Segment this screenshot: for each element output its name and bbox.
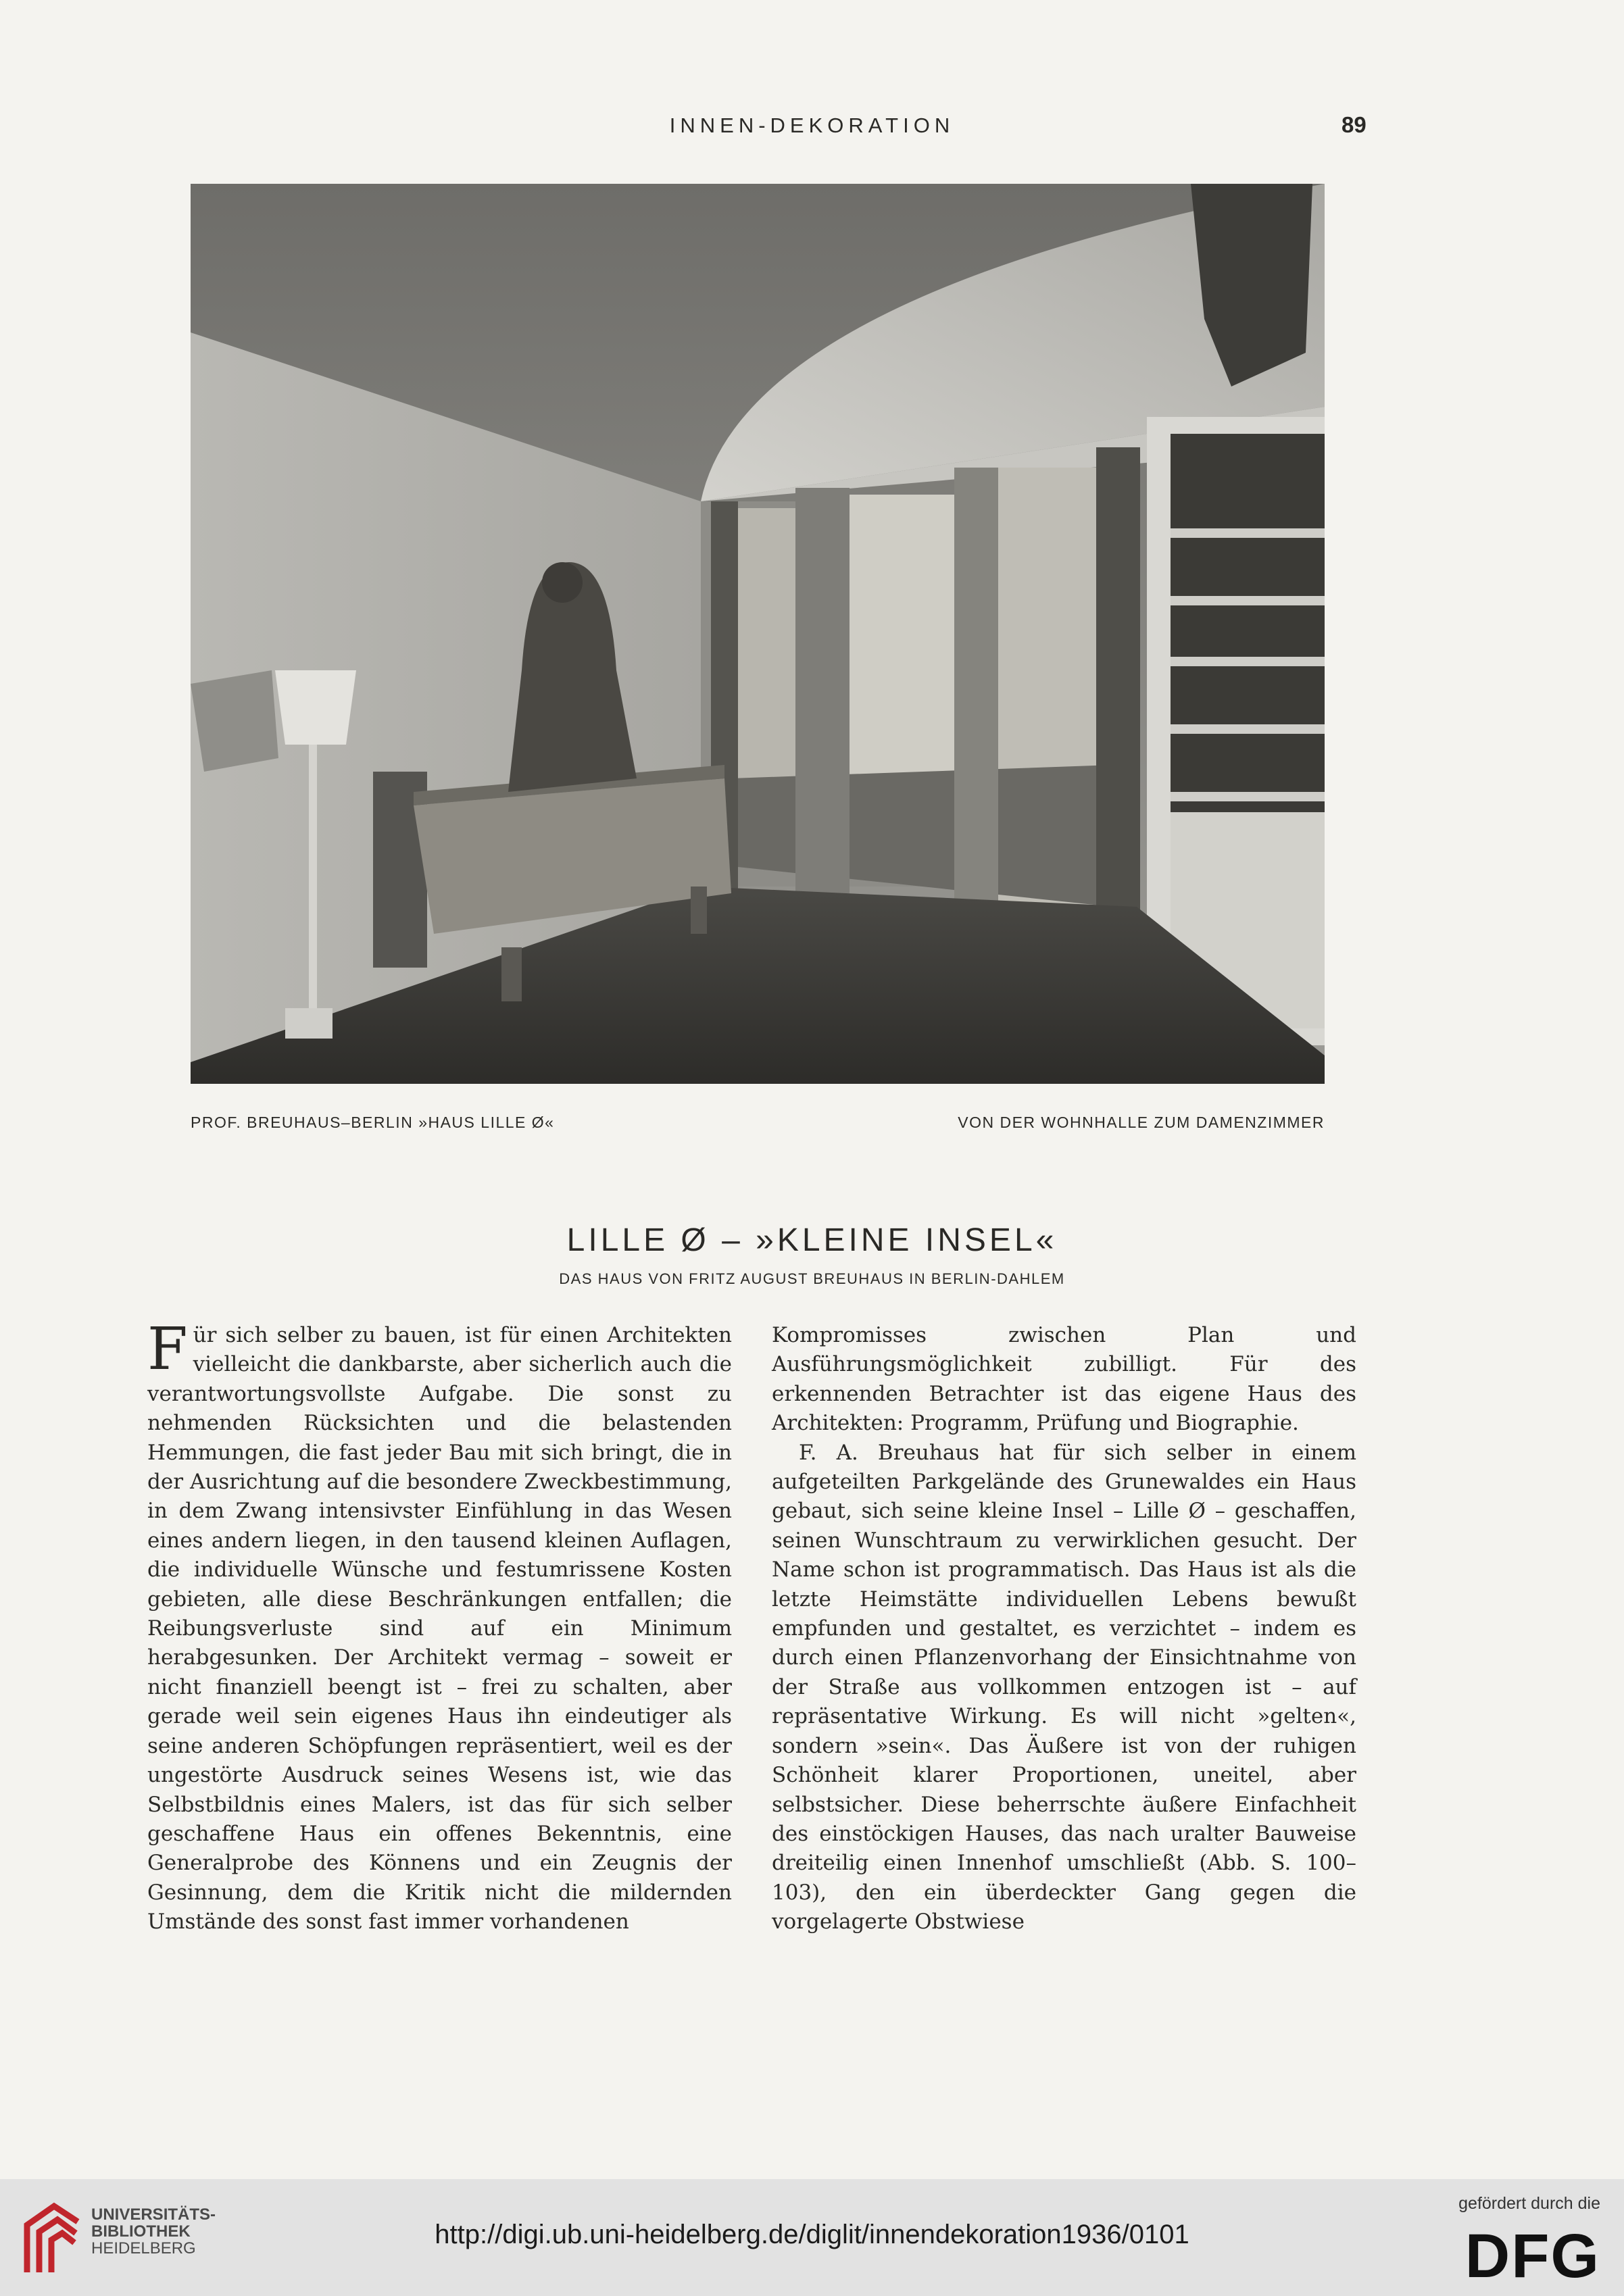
article-subtitle: DAS HAUS VON FRITZ AUGUST BREUHAUS IN BERLIN-DAHLEM [559, 1270, 1065, 1287]
document-url-link[interactable]: http://digi.ub.uni-heidelberg.de/diglit/innendekoration1936/0101 [435, 2220, 1189, 2249]
interior-photo [191, 184, 1325, 1084]
text-column-left [147, 1316, 732, 1937]
text-column-right [772, 1321, 1356, 1937]
library-name-line: UNIVERSITÄTS- [91, 2205, 216, 2224]
drop-cap: F [147, 1316, 188, 1383]
viewer-footer [0, 2179, 1624, 2296]
dfg-logo[interactable]: DFG [1465, 2222, 1600, 2291]
library-name-line: HEIDELBERG [91, 2239, 196, 2257]
paragraph-text: ür sich selber zu bauen, ist für einen Architekten vielleicht die dankbarste, aber sicherlich auch die verantwortungsvollste Aufgabe. Die sonst zu nehmenden Rücksichten und die belastenden Hemmungen, die fast jeder Bau mit sich bringt, die in der Ausrichtung auf die besondere Zweckbestimmung, in dem Zwang intensivster Einfühlung in das Wesen eines andern liegen, in den tausend kleinen Auflagen, die individuelle Wünsche und festumrissene Kosten gebieten, alle diese Beschränkungen entfallen; die Reibungsverluste sind auf ein Minimum herabgesunken. Der Architekt vermag – soweit er nicht finanziell beengt ist – frei zu schalten, aber gerade weil sein eigenes Haus ihn eindeutiger als seine anderen Schöpfungen repräsentiert, weil es der ungestörte Ausdruck seines Wesens ist, wie das Selbstbildnis eines Malers, ist das für sich selber geschaffene Haus ein offenes Bekenntnis, eine Generalprobe des Könnens und ein Zeugnis der Gesinnung, dem die Kritik nicht die mildernden Umstände des sonst fast immer vorhandenen [147, 1323, 732, 1935]
article-title: LILLE Ø – »KLEINE INSEL« [566, 1222, 1058, 1258]
page-number: 89 [1342, 112, 1367, 137]
figure-caption-left: PROF. BREUHAUS–BERLIN »HAUS LILLE Ø« [191, 1114, 555, 1131]
running-title: INNEN-DEKORATION [669, 114, 955, 137]
funded-by-label: gefördert durch die [1458, 2194, 1600, 2213]
paragraph [147, 1316, 732, 1937]
figure-caption-right: VON DER WOHNHALLE ZUM DAMENZIMMER [958, 1114, 1325, 1131]
paragraph: F. A. Breuhaus hat für sich selber in einem aufgeteilten Parkgelände des Grunewaldes ein Haus gebaut, sich seine kleine Insel – Lille Ø – geschaffen, seinen Wunschtraum zu verwirklichen gesucht. Der Name schon ist programmatisch. Das Haus ist als die letzte Heimstätte individuellen Lebens bewußt empfunden und gestaltet, es verzichtet – indem es durch einen Pflanzenvorhang der Einsichtnahme von der Straße aus vollkommen entzogen ist – auf repräsentative Wirkung. Es will nicht »gelten«, sondern »sein«. Das Äußere ist von der ruhigen Schönheit klarer Proportionen, uneitel, aber selbstsicher. Diese beherrschte äußere Einfachheit des einstöckigen Hauses, das nach uralter Bauweise dreiteilig einen Innenhof umschließt (Abb. S. 100–103), den ein überdeckter Gang gegen die vorgelagerte Obstwiese [772, 1440, 1356, 1935]
library-name-line: BIBLIOTHEK [91, 2222, 191, 2241]
paragraph: Kompromisses zwischen Plan und Ausführungsmöglichkeit zubilligt. Für des erkennenden Betrachter ist das eigene Haus des Architekten: Programm, Prüfung und Biographie. [772, 1323, 1356, 1436]
